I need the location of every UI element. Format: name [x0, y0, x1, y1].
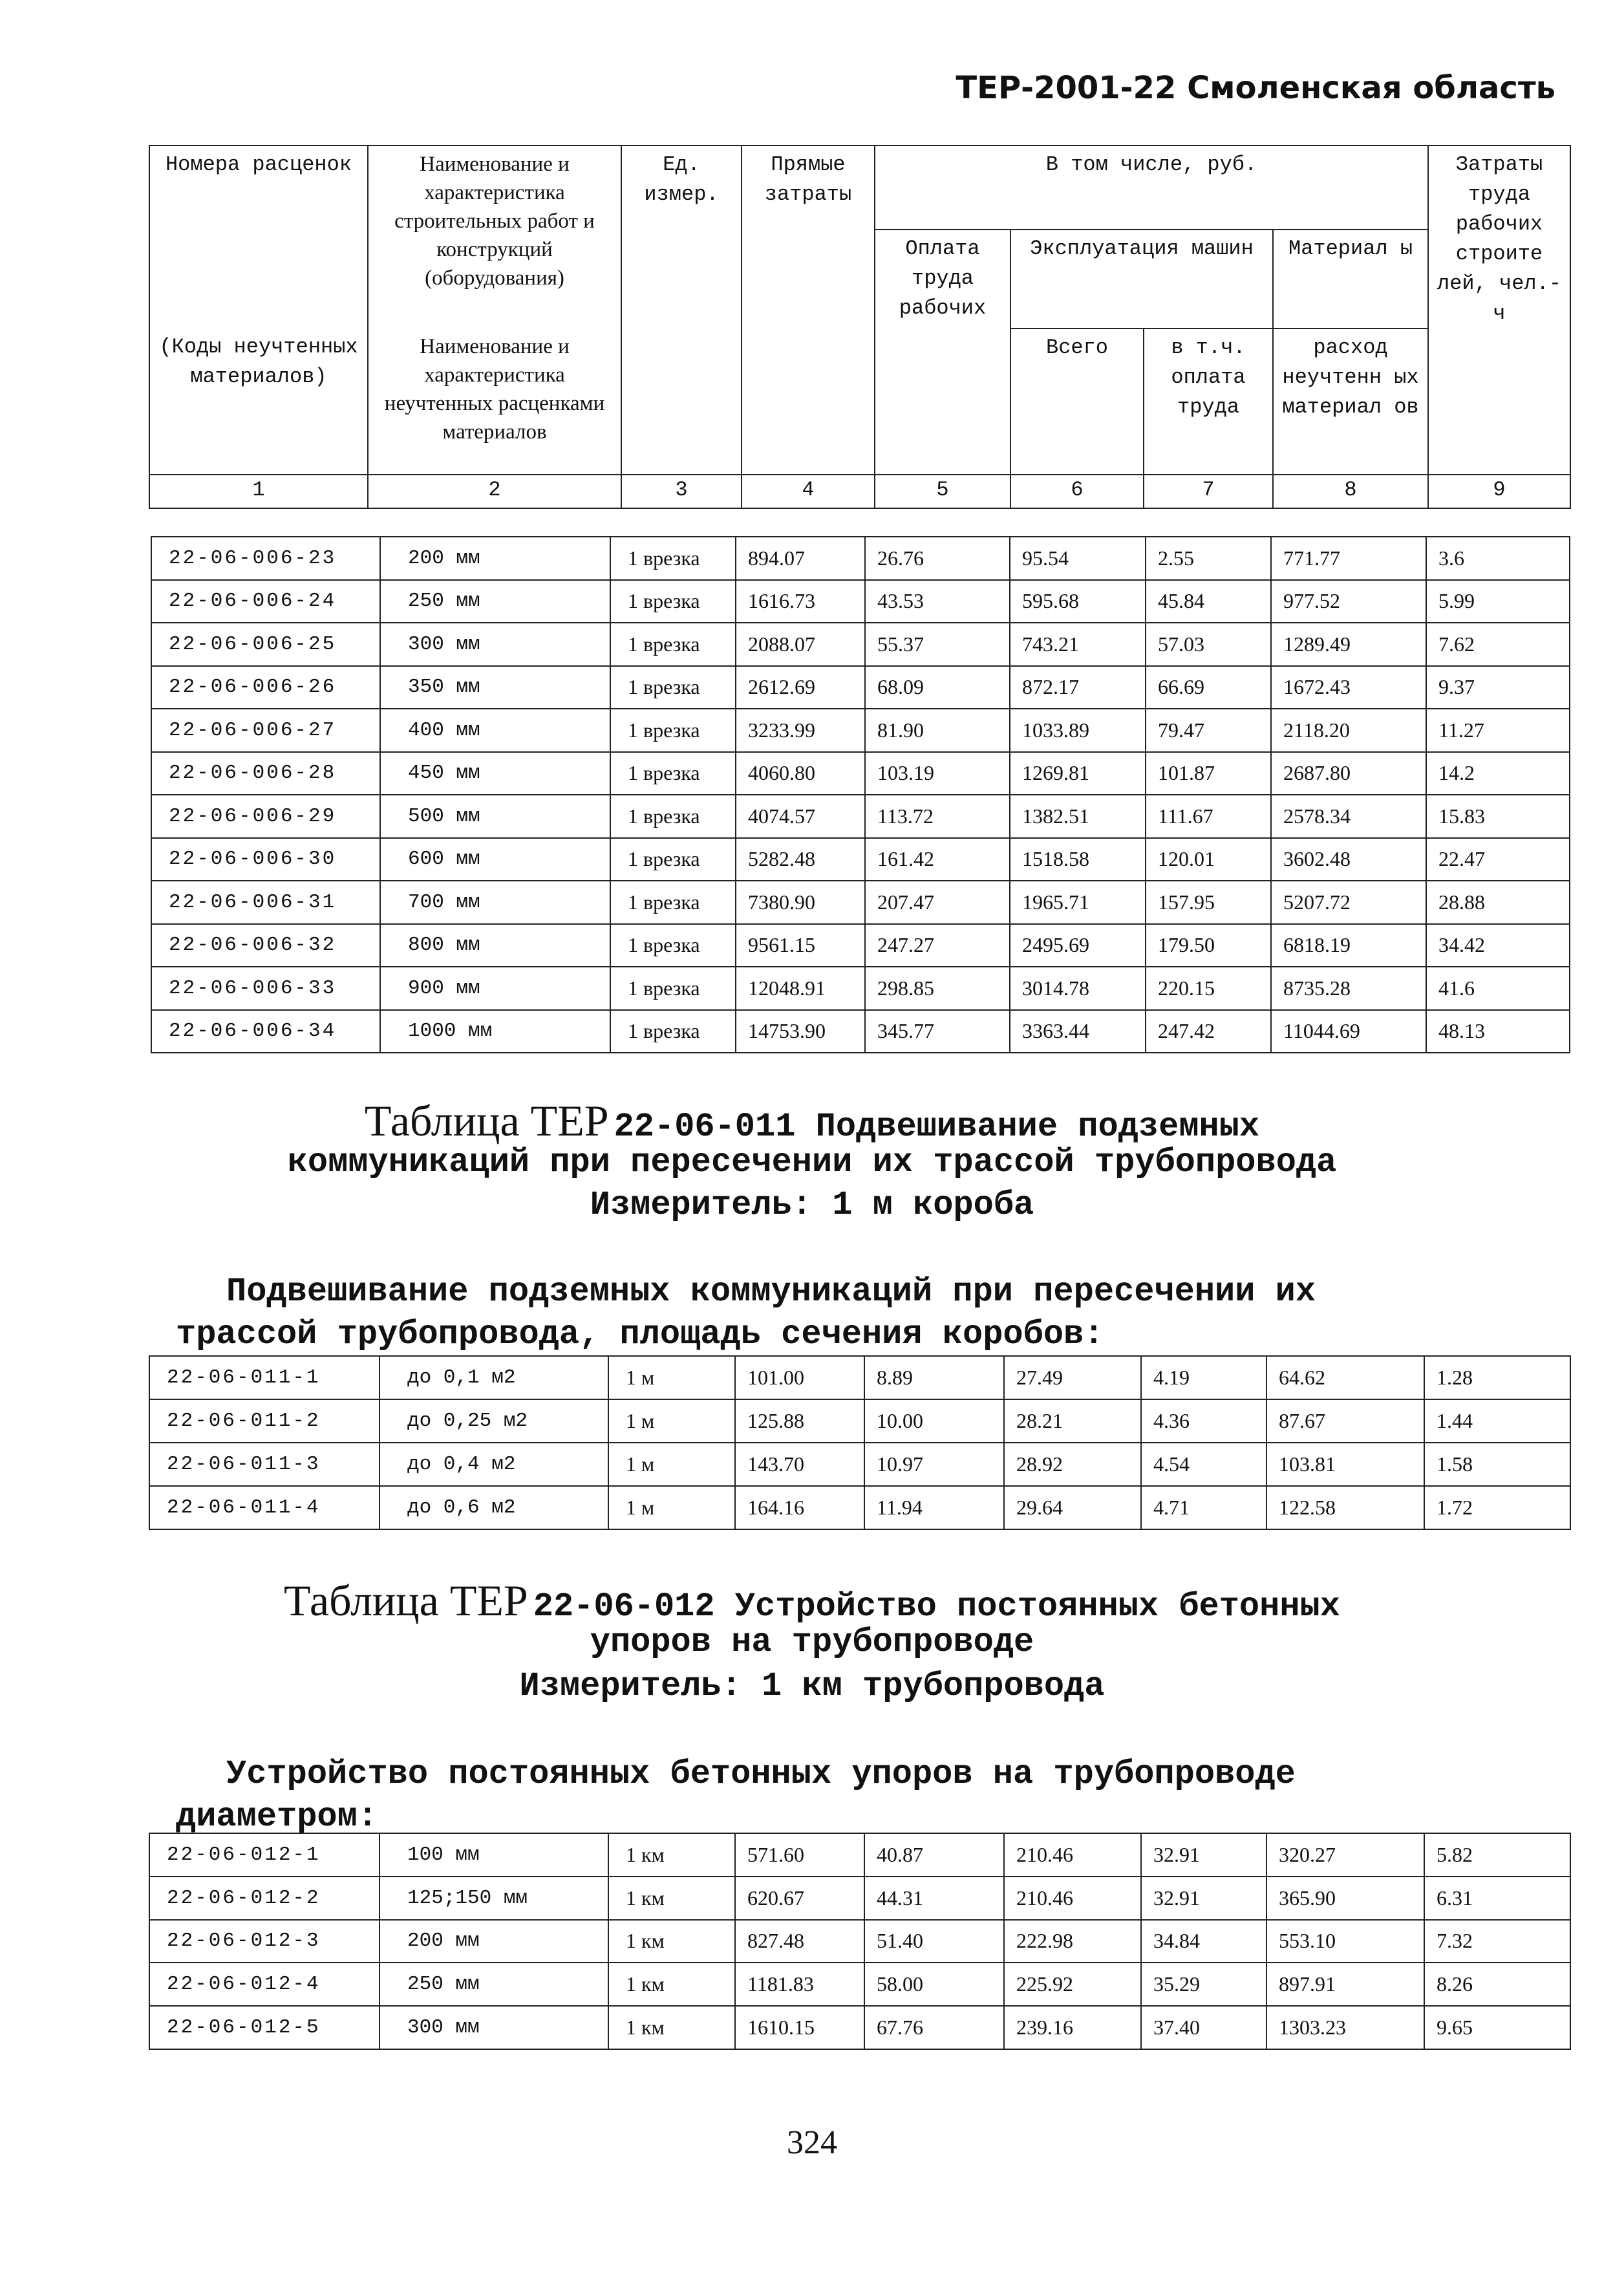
rate-code-cell: 22-06-012-1	[149, 1833, 379, 1877]
labor-pay-cell: 51.40	[864, 1920, 1004, 1963]
labor-hours-cell: 7.32	[1424, 1920, 1570, 1963]
direct-costs-cell: 1616.73	[736, 580, 865, 623]
labor-pay-cell: 58.00	[864, 1963, 1004, 2006]
rate-code-cell: 22-06-006-27	[151, 709, 380, 752]
column-number: 1	[149, 475, 368, 508]
rate-code-cell: 22-06-006-31	[151, 881, 380, 924]
header-labor-hours: Затраты труда рабочих строите лей, чел.-ч	[1428, 145, 1570, 328]
materials-cell: 6818.19	[1271, 924, 1426, 967]
work-name-cell: до 0,1 м2	[379, 1356, 608, 1399]
machines-labor-cell: 2.55	[1146, 537, 1271, 580]
machines-labor-cell: 111.67	[1146, 795, 1271, 838]
table-caption-22-06-012	[0, 1575, 1624, 1626]
machines-total-cell: 239.16	[1004, 2006, 1141, 2049]
labor-pay-cell: 81.90	[865, 709, 1010, 752]
labor-pay-cell: 68.09	[865, 666, 1010, 709]
column-header-table	[149, 145, 1571, 509]
column-number: 3	[621, 475, 742, 508]
machines-labor-cell: 4.54	[1141, 1443, 1266, 1486]
rate-code-cell: 22-06-012-2	[149, 1877, 379, 1920]
direct-costs-cell: 2612.69	[736, 666, 865, 709]
direct-costs-cell: 12048.91	[736, 967, 865, 1010]
machines-labor-cell: 35.29	[1141, 1963, 1266, 2006]
header-labor-pay: Оплата труда рабочих	[875, 230, 1010, 475]
subtitle-line2: трассой трубопровода, площадь сечения коробов:	[176, 1315, 1104, 1353]
direct-costs-cell: 571.60	[735, 1833, 864, 1877]
machines-total-cell: 29.64	[1004, 1486, 1141, 1529]
materials-cell: 365.90	[1266, 1877, 1424, 1920]
table-row	[151, 537, 1570, 580]
machines-total-cell: 595.68	[1010, 580, 1146, 623]
work-name-cell: 100 мм	[379, 1833, 608, 1877]
labor-hours-cell: 9.65	[1424, 2006, 1570, 2049]
direct-costs-cell: 125.88	[735, 1399, 864, 1443]
work-name-cell: 900 мм	[380, 967, 610, 1010]
labor-hours-cell: 48.13	[1426, 1010, 1570, 1053]
labor-pay-cell: 67.76	[864, 2006, 1004, 2049]
machines-labor-cell: 220.15	[1146, 967, 1271, 1010]
work-name-cell: 300 мм	[380, 623, 610, 666]
direct-costs-cell: 1181.83	[735, 1963, 864, 2006]
rate-code-cell: 22-06-006-25	[151, 623, 380, 666]
direct-costs-cell: 14753.90	[736, 1010, 865, 1053]
machines-labor-cell: 247.42	[1146, 1010, 1271, 1053]
machines-total-cell: 1269.81	[1010, 752, 1146, 795]
machines-labor-cell: 32.91	[1141, 1833, 1266, 1877]
rate-code-cell: 22-06-011-4	[149, 1486, 379, 1529]
labor-pay-cell: 43.53	[865, 580, 1010, 623]
subtitle-line1: Подвешивание подземных коммуникаций при пересечении их	[226, 1273, 1316, 1311]
header-unit: Ед. измер.	[621, 145, 742, 475]
machines-labor-cell: 101.87	[1146, 752, 1271, 795]
labor-pay-cell: 103.19	[865, 752, 1010, 795]
materials-cell: 103.81	[1266, 1443, 1424, 1486]
machines-total-cell: 222.98	[1004, 1920, 1141, 1963]
rate-code-cell: 22-06-006-28	[151, 752, 380, 795]
machines-labor-cell: 34.84	[1141, 1920, 1266, 1963]
rate-code-cell: 22-06-012-4	[149, 1963, 379, 2006]
machines-total-cell: 210.46	[1004, 1833, 1141, 1877]
machines-labor-cell: 4.19	[1141, 1356, 1266, 1399]
header-materials: Материал ы	[1273, 230, 1428, 328]
subtitle-line1: Устройство постоянных бетонных упоров на трубопроводе	[226, 1755, 1296, 1793]
rate-code-cell: 22-06-011-3	[149, 1443, 379, 1486]
machines-total-cell: 872.17	[1010, 666, 1146, 709]
labor-pay-cell: 8.89	[864, 1356, 1004, 1399]
unit-cell: 1 врезка	[610, 666, 736, 709]
work-name-cell: 250 мм	[379, 1963, 608, 2006]
labor-hours-cell: 34.42	[1426, 924, 1570, 967]
labor-hours-cell: 3.6	[1426, 537, 1570, 580]
materials-cell: 3602.48	[1271, 838, 1426, 881]
table-row	[151, 795, 1570, 838]
labor-pay-cell: 207.47	[865, 881, 1010, 924]
labor-hours-cell: 5.99	[1426, 580, 1570, 623]
machines-labor-cell: 57.03	[1146, 623, 1271, 666]
rate-code-cell: 22-06-012-3	[149, 1920, 379, 1963]
labor-hours-cell: 1.58	[1424, 1443, 1570, 1486]
work-name-cell: 250 мм	[380, 580, 610, 623]
header-materials-consumption: расход неучтенн ых материал ов	[1273, 328, 1428, 475]
table-row	[149, 1877, 1570, 1920]
machines-labor-cell: 4.36	[1141, 1399, 1266, 1443]
table-measure-unit: Измеритель: 1 м короба	[590, 1186, 1034, 1224]
table-title-line1: 22-06-011 Подвешивание подземных	[614, 1108, 1260, 1146]
machines-labor-cell: 4.71	[1141, 1486, 1266, 1529]
header-machines: Эксплуатация машин	[1010, 230, 1273, 328]
rate-code-cell: 22-06-006-32	[151, 924, 380, 967]
page-number: 324	[787, 2124, 837, 2161]
work-name-cell: 800 мм	[380, 924, 610, 967]
work-name-cell: 500 мм	[380, 795, 610, 838]
unit-cell: 1 врезка	[610, 967, 736, 1010]
materials-cell: 977.52	[1271, 580, 1426, 623]
materials-cell: 771.77	[1271, 537, 1426, 580]
unit-cell: 1 км	[608, 1833, 735, 1877]
labor-pay-cell: 161.42	[865, 838, 1010, 881]
direct-costs-cell: 620.67	[735, 1877, 864, 1920]
column-number: 8	[1273, 475, 1428, 508]
labor-pay-cell: 10.97	[864, 1443, 1004, 1486]
rate-code-cell: 22-06-006-33	[151, 967, 380, 1010]
running-header: ТЕР-2001-22 Смоленская область	[956, 70, 1555, 106]
table-row	[151, 1010, 1570, 1053]
table-row	[151, 580, 1570, 623]
unit-cell: 1 врезка	[610, 537, 736, 580]
work-name-cell: 200 мм	[379, 1920, 608, 1963]
header-unaccounted-codes: (Коды неучтенных материалов)	[149, 328, 368, 475]
machines-total-cell: 28.92	[1004, 1443, 1141, 1486]
materials-cell: 1672.43	[1271, 666, 1426, 709]
rate-code-cell: 22-06-006-23	[151, 537, 380, 580]
direct-costs-cell: 101.00	[735, 1356, 864, 1399]
header-labor-hours-cont	[1428, 328, 1570, 475]
labor-hours-cell: 1.72	[1424, 1486, 1570, 1529]
materials-cell: 64.62	[1266, 1356, 1424, 1399]
table-title-line2: упоров на трубопроводе	[590, 1623, 1034, 1661]
direct-costs-cell: 894.07	[736, 537, 865, 580]
labor-pay-cell: 298.85	[865, 967, 1010, 1010]
table-row	[151, 881, 1570, 924]
rate-code-cell: 22-06-012-5	[149, 2006, 379, 2049]
table-row	[151, 623, 1570, 666]
direct-costs-cell: 2088.07	[736, 623, 865, 666]
direct-costs-cell: 143.70	[735, 1443, 864, 1486]
table-label: Таблица ТЕР	[284, 1576, 528, 1625]
unit-cell: 1 врезка	[610, 924, 736, 967]
rate-code-cell: 22-06-006-29	[151, 795, 380, 838]
table-measure-unit: Измеритель: 1 км трубопровода	[519, 1667, 1105, 1705]
direct-costs-cell: 827.48	[735, 1920, 864, 1963]
table-label: Таблица ТЕР	[364, 1096, 609, 1145]
unit-cell: 1 км	[608, 1963, 735, 2006]
rate-code-cell: 22-06-011-2	[149, 1399, 379, 1443]
table-row	[151, 666, 1570, 709]
machines-labor-cell: 179.50	[1146, 924, 1271, 967]
column-number: 6	[1010, 475, 1144, 508]
machines-labor-cell: 32.91	[1141, 1877, 1266, 1920]
rate-code-cell: 22-06-011-1	[149, 1356, 379, 1399]
machines-total-cell: 2495.69	[1010, 924, 1146, 967]
table-row	[151, 838, 1570, 881]
unit-cell: 1 врезка	[610, 580, 736, 623]
labor-hours-cell: 28.88	[1426, 881, 1570, 924]
materials-cell: 2118.20	[1271, 709, 1426, 752]
work-name-cell: 300 мм	[379, 2006, 608, 2049]
materials-cell: 1303.23	[1266, 2006, 1424, 2049]
rates-table-22-06-012	[149, 1833, 1571, 2050]
materials-cell: 2687.80	[1271, 752, 1426, 795]
labor-pay-cell: 247.27	[865, 924, 1010, 967]
materials-cell: 897.91	[1266, 1963, 1424, 2006]
machines-total-cell: 225.92	[1004, 1963, 1141, 2006]
work-name-cell: 1000 мм	[380, 1010, 610, 1053]
header-rate-numbers: Номера расценок	[149, 145, 368, 328]
rates-table-22-06-006	[151, 536, 1570, 1053]
column-number: 2	[368, 475, 621, 508]
direct-costs-cell: 3233.99	[736, 709, 865, 752]
machines-total-cell: 1518.58	[1010, 838, 1146, 881]
table-row	[149, 2006, 1570, 2049]
labor-pay-cell: 55.37	[865, 623, 1010, 666]
labor-hours-cell: 1.44	[1424, 1399, 1570, 1443]
materials-cell: 1289.49	[1271, 623, 1426, 666]
unit-cell: 1 врезка	[610, 795, 736, 838]
column-number: 4	[742, 475, 875, 508]
work-name-cell: 125;150 мм	[379, 1877, 608, 1920]
table-row	[149, 1833, 1570, 1877]
materials-cell: 553.10	[1266, 1920, 1424, 1963]
unit-cell: 1 км	[608, 1877, 735, 1920]
machines-total-cell: 3363.44	[1010, 1010, 1146, 1053]
work-name-cell: 450 мм	[380, 752, 610, 795]
unit-cell: 1 м	[608, 1486, 735, 1529]
machines-labor-cell: 120.01	[1146, 838, 1271, 881]
work-name-cell: до 0,6 м2	[379, 1486, 608, 1529]
table-row	[151, 752, 1570, 795]
work-name-cell: до 0,25 м2	[379, 1399, 608, 1443]
labor-pay-cell: 113.72	[865, 795, 1010, 838]
machines-labor-cell: 37.40	[1141, 2006, 1266, 2049]
direct-costs-cell: 164.16	[735, 1486, 864, 1529]
work-name-cell: 600 мм	[380, 838, 610, 881]
labor-hours-cell: 22.47	[1426, 838, 1570, 881]
materials-cell: 5207.72	[1271, 881, 1426, 924]
subtitle-line2: диаметром:	[176, 1798, 378, 1836]
unit-cell: 1 врезка	[610, 623, 736, 666]
column-number: 5	[875, 475, 1010, 508]
direct-costs-cell: 4074.57	[736, 795, 865, 838]
header-work-name: Наименование и характеристика строительных работ и конструкций (оборудования)	[368, 145, 621, 328]
direct-costs-cell: 9561.15	[736, 924, 865, 967]
table-title-line1: 22-06-012 Устройство постоянных бетонных	[533, 1588, 1340, 1626]
machines-total-cell: 3014.78	[1010, 967, 1146, 1010]
table-row	[149, 1920, 1570, 1963]
unit-cell: 1 км	[608, 1920, 735, 1963]
work-name-cell: 350 мм	[380, 666, 610, 709]
machines-total-cell: 95.54	[1010, 537, 1146, 580]
labor-pay-cell: 11.94	[864, 1486, 1004, 1529]
labor-pay-cell: 10.00	[864, 1399, 1004, 1443]
machines-total-cell: 1033.89	[1010, 709, 1146, 752]
table-row	[149, 1356, 1570, 1399]
machines-labor-cell: 79.47	[1146, 709, 1271, 752]
unit-cell: 1 врезка	[610, 881, 736, 924]
table-row	[149, 1486, 1570, 1529]
table-row	[151, 709, 1570, 752]
machines-labor-cell: 157.95	[1146, 881, 1271, 924]
materials-cell: 122.58	[1266, 1486, 1424, 1529]
rate-code-cell: 22-06-006-24	[151, 580, 380, 623]
labor-hours-cell: 15.83	[1426, 795, 1570, 838]
labor-hours-cell: 7.62	[1426, 623, 1570, 666]
unit-cell: 1 врезка	[610, 838, 736, 881]
table-row	[149, 1399, 1570, 1443]
header-unaccounted-names: Наименование и характеристика неучтенных расценками материалов	[368, 328, 621, 475]
work-name-cell: до 0,4 м2	[379, 1443, 608, 1486]
machines-total-cell: 28.21	[1004, 1399, 1141, 1443]
labor-hours-cell: 8.26	[1424, 1963, 1570, 2006]
machines-total-cell: 1965.71	[1010, 881, 1146, 924]
header-direct-costs: Прямые затраты	[742, 145, 875, 475]
rate-code-cell: 22-06-006-30	[151, 838, 380, 881]
labor-pay-cell: 345.77	[865, 1010, 1010, 1053]
column-number: 9	[1428, 475, 1570, 508]
labor-hours-cell: 41.6	[1426, 967, 1570, 1010]
unit-cell: 1 врезка	[610, 752, 736, 795]
table-row	[151, 967, 1570, 1010]
machines-total-cell: 1382.51	[1010, 795, 1146, 838]
materials-cell: 320.27	[1266, 1833, 1424, 1877]
rate-code-cell: 22-06-006-34	[151, 1010, 380, 1053]
materials-cell: 11044.69	[1271, 1010, 1426, 1053]
header-machines-labor: в т.ч. оплата труда	[1144, 328, 1273, 475]
rates-table-22-06-011	[149, 1355, 1571, 1530]
unit-cell: 1 м	[608, 1356, 735, 1399]
unit-cell: 1 врезка	[610, 1010, 736, 1053]
labor-hours-cell: 1.28	[1424, 1356, 1570, 1399]
machines-labor-cell: 66.69	[1146, 666, 1271, 709]
labor-hours-cell: 11.27	[1426, 709, 1570, 752]
header-machines-total: Всего	[1010, 328, 1144, 475]
unit-cell: 1 м	[608, 1399, 735, 1443]
machines-labor-cell: 45.84	[1146, 580, 1271, 623]
table-row	[149, 1443, 1570, 1486]
table-title-line2: коммуникаций при пересечении их трассой трубопровода	[287, 1143, 1337, 1181]
work-name-cell: 200 мм	[380, 537, 610, 580]
labor-pay-cell: 26.76	[865, 537, 1010, 580]
labor-pay-cell: 44.31	[864, 1877, 1004, 1920]
materials-cell: 8735.28	[1271, 967, 1426, 1010]
labor-hours-cell: 14.2	[1426, 752, 1570, 795]
materials-cell: 2578.34	[1271, 795, 1426, 838]
unit-cell: 1 м	[608, 1443, 735, 1486]
work-name-cell: 400 мм	[380, 709, 610, 752]
table-row	[151, 924, 1570, 967]
header-including-group: В том числе, руб.	[875, 145, 1428, 230]
rate-code-cell: 22-06-006-26	[151, 666, 380, 709]
table-caption-22-06-011	[0, 1095, 1624, 1146]
labor-hours-cell: 5.82	[1424, 1833, 1570, 1877]
direct-costs-cell: 4060.80	[736, 752, 865, 795]
machines-total-cell: 210.46	[1004, 1877, 1141, 1920]
labor-hours-cell: 6.31	[1424, 1877, 1570, 1920]
materials-cell: 87.67	[1266, 1399, 1424, 1443]
table-row	[149, 1963, 1570, 2006]
direct-costs-cell: 7380.90	[736, 881, 865, 924]
machines-total-cell: 27.49	[1004, 1356, 1141, 1399]
machines-total-cell: 743.21	[1010, 623, 1146, 666]
direct-costs-cell: 5282.48	[736, 838, 865, 881]
labor-pay-cell: 40.87	[864, 1833, 1004, 1877]
work-name-cell: 700 мм	[380, 881, 610, 924]
unit-cell: 1 врезка	[610, 709, 736, 752]
column-number: 7	[1144, 475, 1273, 508]
direct-costs-cell: 1610.15	[735, 2006, 864, 2049]
unit-cell: 1 км	[608, 2006, 735, 2049]
labor-hours-cell: 9.37	[1426, 666, 1570, 709]
